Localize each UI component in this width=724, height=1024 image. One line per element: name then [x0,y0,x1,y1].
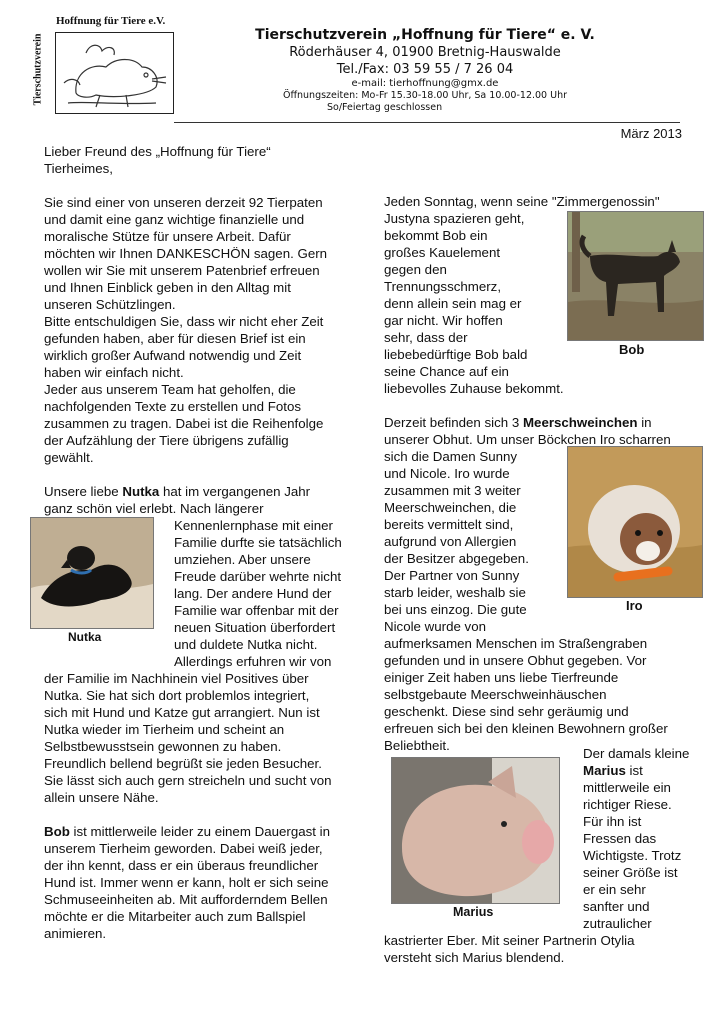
marius-rest: kastrierter Eber. Mit seiner Partnerin Otylia versteht sich Marius blendend. [384,933,635,965]
marius-caption: Marius [453,905,494,919]
logo-vertical-text [32,30,52,114]
bob-name: Bob [44,824,70,839]
marius-line-2 [583,762,713,779]
letter-date: März 2013 [620,126,682,141]
nutka-line-1 [44,483,374,500]
marius-bottom-text [384,932,714,966]
intro-paragraph: Sie sind einer von unseren derzeit 92 Tierpaten und damit eine ganz wichtige finanzielle und moralische Stütze für unsere Arbeit. Dafür möchten wir Ihnen DANKESCHÖN sagen. Gern wollen wir Sie mit unserem Patenbrief erfreuen und Ihnen Einblick geben in den Alltag mit unseren Schützlingen. Bitte entschuldigen Sie, dass wir nicht eher Zeit gefunden haben, aber für diesen Brief ist ein wirklich großer Aufwand notwendig und Zeit haben wir einfach nicht. Jeder aus unserem Team hat geholfen, die nachfolgenden Texte zu erstellen und Fotos zusammen zu tragen. Dabei ist die Reihenfolge der Aufzählung der Tiere übrigens zufällig gewählt. [44,195,328,465]
guinea-pig-rest: aufmerksamen Menschen im Straßengraben gefunden und in unsere Obhut gegeben. Vor einiger Zeit haben uns liebe Tierfreunde selbstgebaute Meerschweinhäuschen geschenkt. Diese sind sehr geräumig und erfreuen sich bei den kleinen Bewohnern großer Beliebtheit. [384,636,668,753]
guinea-pig-pre: Derzeit befinden sich 3 [384,415,523,430]
org-email: e-mail: tierhoffnung@gmx.de [351,78,499,89]
bob-line-1-rest: ist mittlerweile leider zu einem Dauergast in [69,824,330,839]
guinea-pig-wrapped: sich die Damen Sunny und Nicole. Iro wurde zusammen mit 3 weiter Meerschweinchen, die bereits vermittelt sind, aufgrund von Allergien der Besitzer abgegeben. Der Partner von Sunny starb leider, weshalb sie bei uns einzog. Die gute Nicole wurde von [384,449,529,634]
guinea-pig-post: in [637,415,652,430]
logo-title: Hoffnung für Tiere e.V. [56,15,166,27]
org-address: Röderhäuser 4, 01900 Bretnig-Hauswalde [289,45,561,60]
opening-hours-sunday: So/Feiertag geschlossen [327,102,443,113]
nutka-line-2: ganz schön viel erlebt. Nach längerer [44,501,264,516]
greeting: Lieber Freund des „Hoffnung für Tiere“ Tierheimes, [44,144,271,176]
guinea-pig-line-2: unserer Obhut. Um unser Böckchen Iro scharren [384,432,671,447]
iro-caption: Iro [626,598,643,613]
org-phone: Tel./Fax: 03 59 55 / 7 26 04 [336,62,514,77]
guinea-pig-heading: Meerschweinchen [522,415,638,430]
nutka-name: Nutka [122,484,160,499]
marius-line-1: Der damals kleine [583,746,690,761]
opening-hours: Öffnungszeiten: Mo-Fr 15.30-18.00 Uhr, Sa 10.00-12.00 Uhr [282,90,567,101]
bob-caption: Bob [619,342,645,357]
logo-vertical-label: Tierschutzverein [32,33,44,106]
bob-paragraph: unserem Tierheim geworden. Dabei weiß jeder, der ihn kennt, dass er ein überaus freundlicher Hund ist. Immer wenn er kann, holt er sich seine Schmuseeinheiten ab. Mit aufforderndem Bellen möchte er die Mitarbeiter auch zum Ballspiel animieren. [44,841,329,941]
marius-name: Marius [583,763,626,778]
marius-line-2-rest: ist [625,763,643,778]
logo-illustration [55,32,174,114]
nutka-line-1-rest: hat im vergangenen Jahr [159,484,311,499]
bob-continued-line-1: Jeden Sonntag, wenn seine "Zimmergenossin" [384,194,660,209]
marius-photo [391,757,560,904]
marius-side-text [583,745,713,932]
guinea-pig-line-1 [384,414,714,431]
nutka-pre-text: Unsere liebe [44,484,123,499]
nutka-wrapped-text: Kennenlernphase mit einer Familie durfte sie tatsächlich umziehen. Aber unsere Freude darüber wehrte nicht lang. Der andere Hund der Familie war offenbar mit der neuen Situation überfordert und duldete Nutka nicht. Allerdings erfuhren wir von [174,518,342,669]
marius-wrapped: mittlerweile ein richtiger Riese. Für ihn ist Fressen das Wichtigste. Trotz seiner Größe ist er ein sehr sanfter und zutraulicher [583,780,682,931]
iro-photo [567,446,703,598]
bob-line-1 [44,823,374,840]
nutka-photo [30,517,154,629]
nutka-caption: Nutka [68,630,102,644]
org-title: Tierschutzverein „Hoffnung für Tiere“ e. V. [255,27,595,43]
nutka-rest-text: der Familie im Nachhinein viel Positives über Nutka. Sie hat sich dort problemlos integriert, sich mit Hund und Katze gut arrangiert. Nun ist Nutka wieder im Tierheim und scheint an Selbstbewusstsein gewonnen zu haben. Freundlich bellend begrüßt sie jeden Besucher. Sie lässt sich auch gern streicheln und sucht von allein unsere Nähe. [44,671,332,805]
bob-photo [567,211,704,341]
bob-continued-text: Justyna spazieren geht, bekommt Bob ein großes Kauelement gegen den Trennungsschmerz, denn allein sein mag er gar nicht. Wir hoffen sehr, dass der liebebedürftige Bob bald seine Chance auf ein liebevolles Zuhause bekommt. [384,211,564,396]
header-divider [174,122,680,123]
